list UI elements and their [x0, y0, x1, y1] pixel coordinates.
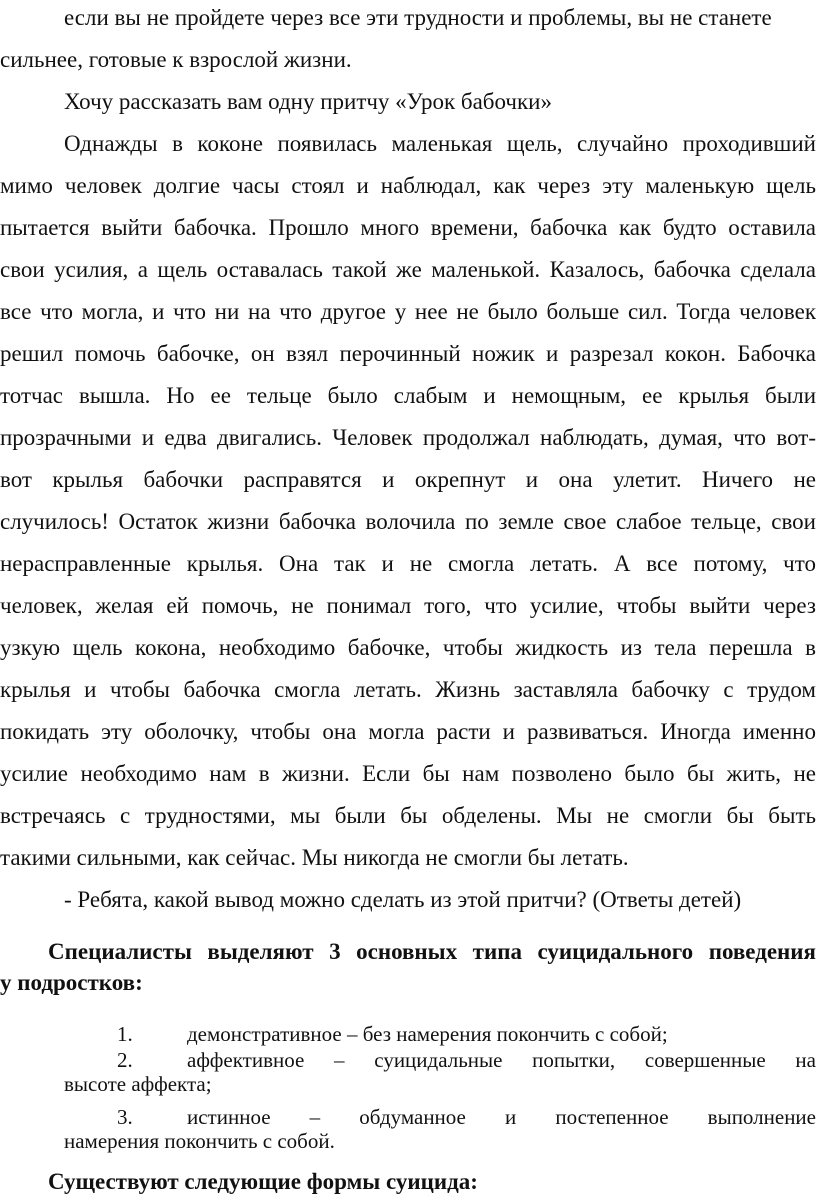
list-item-text: демонстративное – без намерения покончить с собой; — [187, 1022, 668, 1046]
parable-line-1: Однажды в коконе появилась маленькая щель, случайно проходивший — [64, 131, 816, 156]
paragraph-intro-line-1: если вы не пройдете через все эти трудности и проблемы, вы не станете — [64, 5, 772, 30]
paragraph-intro-line-2: сильнее, готовые к взрослой жизни. — [0, 47, 352, 72]
parable-line-17: встречаясь с трудностями, мы были бы обделены. Мы не смогли бы быть — [0, 803, 816, 828]
parable-title: Хочу рассказать вам одну притчу «Урок бабочки» — [64, 89, 552, 114]
parable-line-13: узкую щель кокона, необходимо бабочке, чтобы жидкость из тела перешла в — [0, 635, 816, 660]
heading-forms: Существуют следующие формы суицида: — [48, 1169, 478, 1194]
parable-line-9: вот крылья бабочки расправятся и окрепнут и она улетит. Ничего не — [0, 467, 816, 492]
list-item-number: 3. — [117, 1105, 133, 1129]
parable-line-4: свои усилия, а щель оставалась такой же маленькой. Казалось, бабочка сделала — [0, 257, 816, 282]
parable-line-2: мимо человек долгие часы стоял и наблюдал, как через эту маленькую щель — [0, 173, 816, 198]
parable-line-8: прозрачными и едва двигались. Человек продолжал наблюдать, думая, что вот- — [0, 425, 816, 450]
list-item-continuation: намерения покончить с собой. — [64, 1129, 335, 1153]
parable-line-14: крылья и чтобы бабочка смогла летать. Жизнь заставляла бабочку с трудом — [0, 677, 816, 702]
parable-line-15: покидать эту оболочку, чтобы она могла расти и развиваться. Иногда именно — [0, 719, 816, 744]
parable-line-5: все что могла, и что ни на что другое у нее не было больше сил. Тогда человек — [0, 299, 816, 324]
parable-line-10: случилось! Остаток жизни бабочка волочила по земле свое слабое тельце, свои — [0, 509, 816, 534]
parable-line-3: пытается выйти бабочка. Прошло много времени, бабочка как будто оставила — [0, 215, 816, 240]
heading-types-line-2: у подростков: — [0, 970, 143, 995]
heading-types-line-1: Специалисты выделяют 3 основных типа суицидального поведения — [48, 939, 816, 964]
question-line: - Ребята, какой вывод можно сделать из этой притчи? (Ответы детей) — [64, 887, 742, 912]
parable-line-6: решил помочь бабочке, он взял перочинный ножик и разрезал кокон. Бабочка — [0, 341, 816, 366]
parable-line-11: нерасправленные крылья. Она так и не смогла летать. А все потому, что — [0, 551, 816, 576]
list-item-number: 1. — [117, 1022, 133, 1046]
parable-line-12: человек, желая ей помочь, не понимал того, что усилие, чтобы выйти через — [0, 593, 816, 618]
list-item-number: 2. — [117, 1048, 133, 1072]
parable-line-7: тотчас вышла. Но ее тельце было слабым и немощным, ее крылья были — [0, 383, 816, 408]
parable-line-16: усилие необходимо нам в жизни. Если бы нам позволено было бы жить, не — [0, 761, 816, 786]
list-item-text: истинное – обдуманное и постепенное выполнение — [187, 1105, 816, 1129]
list-item-text: аффективное – суицидальные попытки, совершенные на — [187, 1048, 816, 1072]
list-item-continuation: высоте аффекта; — [64, 1072, 212, 1096]
parable-line-18: такими сильными, как сейчас. Мы никогда не смогли бы летать. — [0, 845, 629, 870]
